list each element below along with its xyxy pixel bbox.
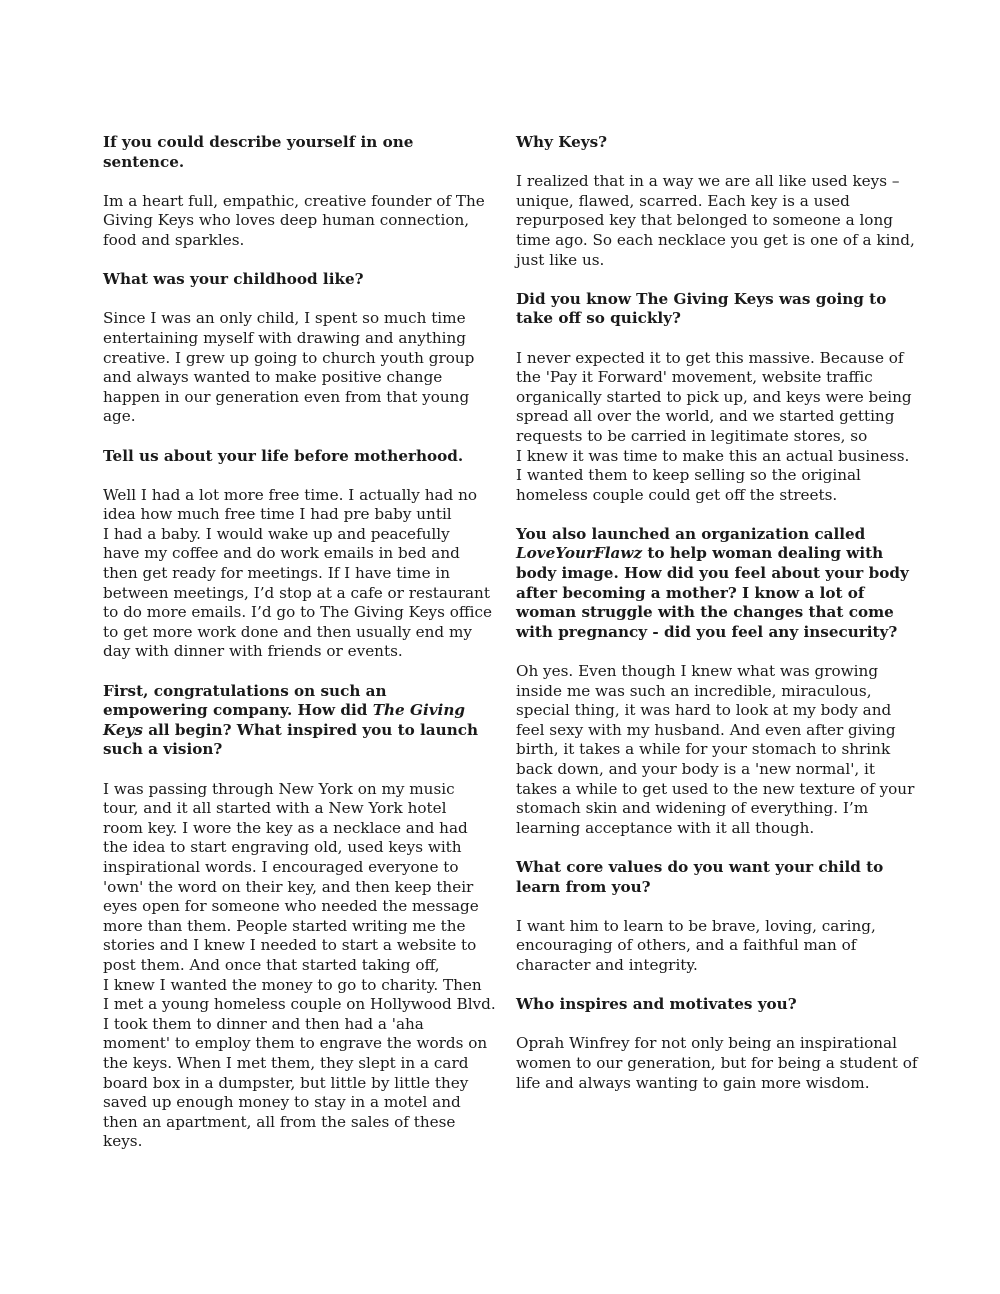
text-line: Since I was an only child, I spent so much time	[103, 309, 466, 328]
text-line: post them. And once that started taking off,	[103, 955, 440, 974]
text-line: What was your childhood like?	[103, 270, 364, 289]
answer-take-off-quickly	[516, 349, 912, 506]
text-line: I met a young homeless couple on Hollywood Blvd.	[103, 995, 496, 1014]
text-run: all begin? What inspired you to launch	[142, 720, 479, 739]
question-who-inspires	[516, 995, 912, 1015]
text-line: Im a heart full, empathic, creative founder of The	[103, 191, 485, 210]
answer-who-inspires	[516, 1034, 918, 1093]
text-line: Giving Keys who loves deep human connection,	[103, 211, 470, 230]
text-line: character and integrity.	[516, 955, 698, 974]
italic-organization-name: LoveYourFlawz	[516, 544, 643, 563]
text-line: Why Keys?	[516, 133, 608, 151]
answer-why-keys	[516, 172, 915, 270]
text-line: creative. I grew up going to church youth group	[103, 348, 475, 367]
text-line: I had a baby. I would wake up and peacefully	[103, 524, 450, 543]
question-childhood	[103, 270, 491, 290]
text-line: to get more work done and then usually end my	[103, 622, 472, 641]
text-line: moment' to employ them to engrave the words on	[103, 1034, 488, 1053]
text-line: back down, and your body is a 'new normal', it	[516, 760, 876, 778]
text-line: encouraging of others, and a faithful man of	[516, 936, 857, 955]
text-line: birth, it takes a while for your stomach to shrink	[516, 740, 891, 759]
text-line: have my coffee and do work emails in bed and	[103, 544, 460, 563]
text-line: take off so quickly?	[516, 309, 681, 328]
text-line: If you could describe yourself in one	[103, 133, 414, 151]
text-line: inside me was such an incredible, miraculous,	[516, 681, 872, 700]
left-column	[103, 133, 496, 1171]
text-line: Oh yes. Even though I knew what was growing	[516, 662, 879, 681]
italic-brand-name: The Giving	[372, 701, 465, 720]
text-line: I knew it was time to make this an actual business.	[516, 446, 910, 465]
text-line: Well I had a lot more free time. I actually had no	[103, 485, 477, 504]
text-line: organically started to pick up, and keys were being	[516, 387, 912, 406]
text-run: empowering company. How did	[103, 701, 373, 720]
text-line: time ago. So each necklace you get is one of a kind,	[516, 230, 915, 249]
answer-how-did-it-begin	[103, 779, 496, 1152]
text-line: between meetings, I’d stop at a cafe or restaurant	[103, 583, 490, 602]
text-line: inspirational words. I encouraged everyone to	[103, 857, 459, 876]
text-line: Oprah Winfrey for not only being an inspirational	[516, 1034, 897, 1053]
text-line: idea how much free time I had pre baby until	[103, 505, 452, 524]
answer-core-values	[516, 917, 912, 976]
text-line: homeless couple could get off the streets.	[516, 485, 838, 504]
text-run: to help woman dealing with	[642, 544, 884, 563]
right-column	[516, 133, 918, 1113]
italic-brand-name: Keys	[103, 720, 143, 739]
answer-childhood	[103, 309, 491, 427]
answer-life-before-motherhood	[103, 486, 491, 662]
question-why-keys	[516, 133, 912, 153]
text-line: to do more emails. I’d go to The Giving Keys office	[103, 603, 493, 622]
text-line: I want him to learn to be brave, loving, caring,	[516, 916, 876, 935]
text-line: after becoming a mother? I know a lot of	[516, 583, 865, 602]
text-line: age.	[103, 407, 136, 426]
text-line: takes a while to get used to the new texture of your	[516, 779, 915, 798]
text-line: I took them to dinner and then had a 'aha	[103, 1014, 424, 1033]
text-line: body image. How did you feel about your body	[516, 564, 909, 583]
question-take-off-quickly	[516, 290, 912, 329]
text-line: room key. I wore the key as a necklace and had	[103, 818, 468, 837]
text-line: then get ready for meetings. If I have time in	[103, 564, 451, 583]
text-line: the 'Pay it Forward' movement, website traffic	[516, 368, 873, 387]
text-line: happen in our generation even from that young	[103, 387, 470, 406]
text-line: You also launched an organization called	[516, 524, 866, 543]
text-line: learn from you?	[516, 877, 651, 896]
text-line: tour, and it all started with a New York hotel	[103, 799, 447, 818]
text-line: Did you know The Giving Keys was going to	[516, 289, 887, 308]
question-describe-yourself	[103, 133, 491, 172]
text-line: sentence.	[103, 152, 185, 171]
question-how-did-it-begin	[103, 682, 491, 760]
text-line: 'own' the word on their key, and then keep their	[103, 877, 474, 896]
text-line	[103, 701, 491, 721]
text-line: eyes open for someone who needed the message	[103, 897, 479, 916]
text-line: with pregnancy - did you feel any insecurity?	[516, 622, 898, 641]
text-line: and always wanted to make positive change	[103, 368, 443, 387]
text-line: keys.	[103, 1132, 143, 1151]
text-line: woman struggle with the changes that come	[516, 603, 894, 622]
text-line: Tell us about your life before motherhood.	[103, 446, 464, 465]
text-line: stomach skin and widening of everything. I’m	[516, 799, 869, 818]
text-line: I was passing through New York on my music	[103, 779, 455, 798]
text-line: stories and I knew I needed to start a website to	[103, 936, 477, 955]
text-line	[103, 721, 491, 741]
text-line: day with dinner with friends or events.	[103, 642, 403, 661]
text-line: feel sexy with my husband. And even after giving	[516, 720, 896, 739]
text-line: repurposed key that belonged to someone a long	[516, 211, 893, 230]
text-line: saved up enough money to stay in a motel and	[103, 1093, 461, 1112]
text-line	[516, 544, 912, 564]
text-line: I never expected it to get this massive. Because of	[516, 348, 904, 367]
text-line: then an apartment, all from the sales of these	[103, 1112, 456, 1131]
text-line: learning acceptance with it all though.	[516, 818, 815, 837]
question-core-values	[516, 858, 912, 897]
text-line: the keys. When I met them, they slept in a card	[103, 1053, 469, 1072]
text-line: Who inspires and motivates you?	[516, 995, 797, 1014]
text-line: I wanted them to keep selling so the original	[516, 466, 861, 485]
text-line: life and always wanting to gain more wisdom.	[516, 1073, 870, 1092]
question-love-your-flawz	[516, 525, 912, 643]
text-line: I knew I wanted the money to go to charity. Then	[103, 975, 482, 994]
text-line: spread all over the world, and we started getting	[516, 407, 895, 426]
text-line: just like us.	[516, 250, 605, 269]
question-life-before-motherhood	[103, 447, 491, 467]
answer-love-your-flawz	[516, 662, 915, 838]
text-line: board box in a dumpster, but little by little they	[103, 1073, 469, 1092]
text-line: more than them. People started writing me the	[103, 916, 466, 935]
text-line: requests to be carried in legitimate stores, so	[516, 426, 868, 445]
text-line: special thing, it was hard to look at my body and	[516, 701, 892, 720]
text-line: What core values do you want your child to	[516, 857, 884, 876]
text-line: women to our generation, but for being a student of	[516, 1053, 918, 1072]
text-line: entertaining myself with drawing and anything	[103, 328, 467, 347]
text-line: First, congratulations on such an	[103, 681, 387, 700]
text-line: such a vision?	[103, 740, 223, 759]
text-line: I realized that in a way we are all like used keys –	[516, 172, 900, 191]
text-line: food and sparkles.	[103, 230, 245, 249]
text-line: the idea to start engraving old, used keys with	[103, 838, 462, 857]
answer-describe-yourself	[103, 192, 491, 251]
text-line: unique, flawed, scarred. Each key is a used	[516, 191, 850, 210]
